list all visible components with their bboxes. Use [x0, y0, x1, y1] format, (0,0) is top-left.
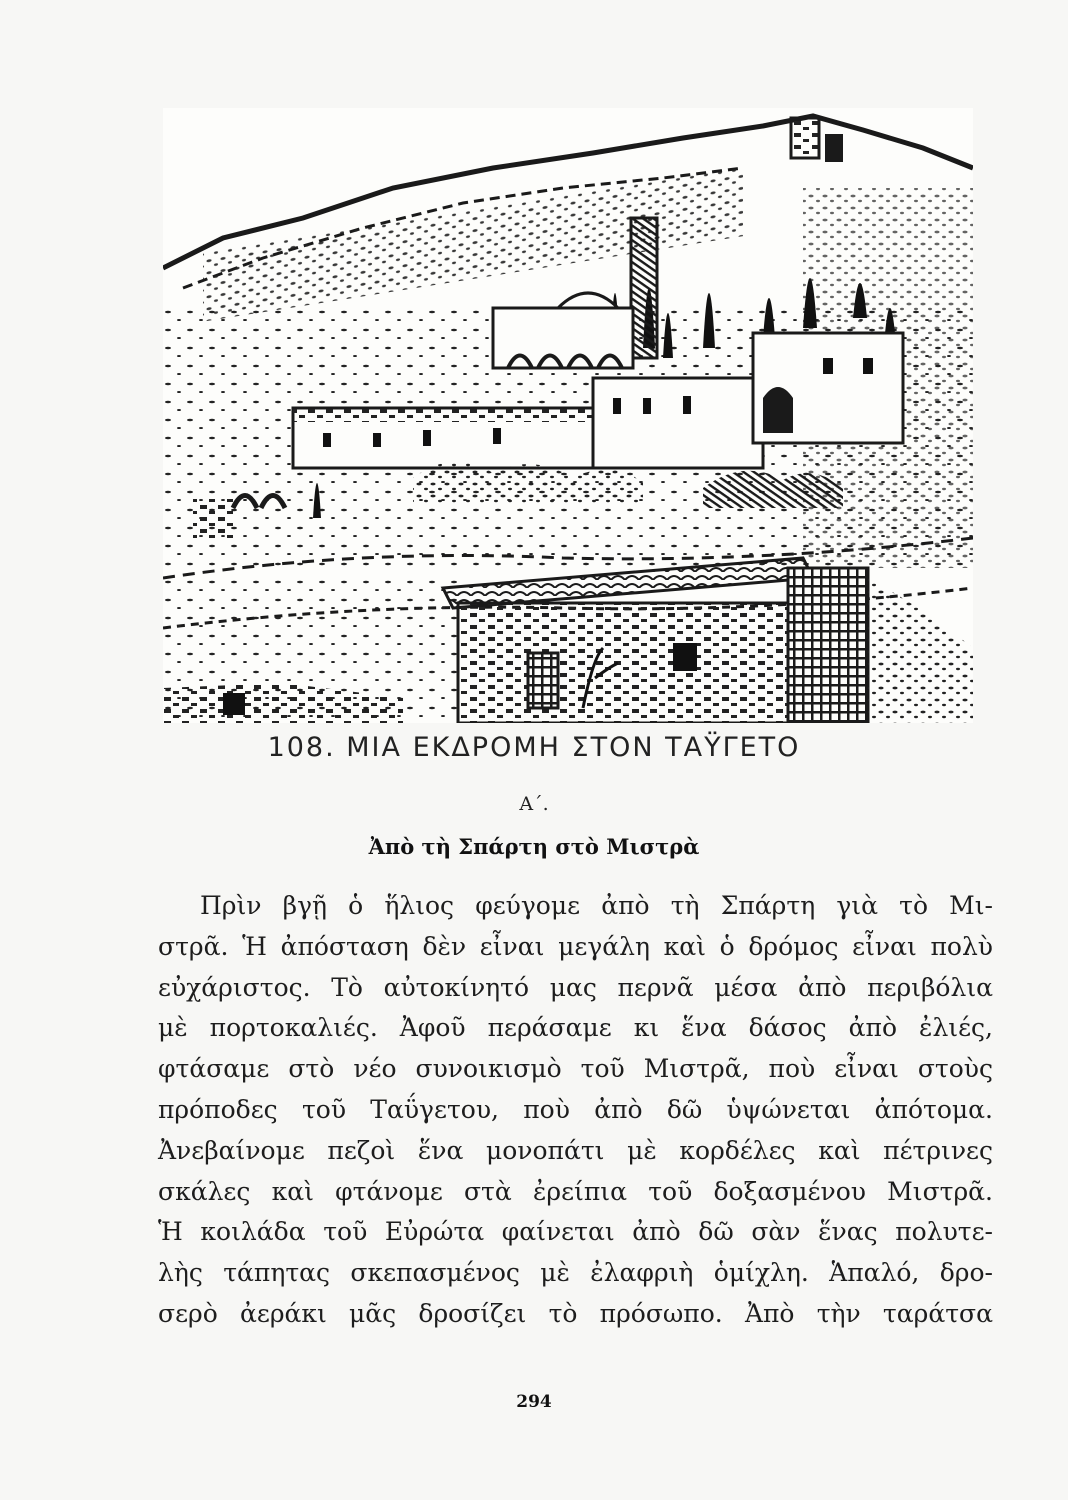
mystras-drawing — [163, 108, 973, 723]
part-label: Α΄. — [519, 793, 549, 815]
text-line: σκάλες καὶ φτάνομε στὰ ἐρείπια τοῦ δοξασμένου Μιστρᾶ. — [158, 1176, 993, 1206]
page-number: 294 — [516, 1392, 552, 1412]
text-line: φτάσαμε στὸ νέο συνοικισμὸ τοῦ Μιστρᾶ, ποὺ εἶναι στοὺς — [158, 1054, 993, 1084]
text-line: Πρὶν βγῇ ὁ ἥλιος φεύγομε ἀπὸ τὴ Σπάρτη γιὰ τὸ Μι- — [200, 891, 993, 920]
chapter-heading: 108. ΜΙΑ ΕΚΔΡΟΜΗ ΣΤΟΝ ΤΑΫΓΕΤΟ — [267, 732, 801, 763]
text-line: λὴς τάπητας σκεπασμένος μὲ ἐλαφριὴ ὁμίχλη. Ἁπαλό, δρο- — [158, 1258, 993, 1288]
body-text — [158, 886, 993, 1335]
text-line: Ἀνεβαίνομε πεζοὶ ἕνα μονοπάτι μὲ κορδέλες καὶ πέτρινες — [158, 1135, 993, 1165]
text-line: σερὸ ἀεράκι μᾶς δροσίζει τὸ πρόσωπο. Ἀπὸ τὴν ταράτσα — [158, 1298, 993, 1328]
text-line: στρᾶ. Ἡ ἀπόσταση δὲν εἶναι μεγάλη καὶ ὁ δρόμος εἶναι πολὺ — [158, 931, 993, 961]
text-line: Ἡ κοιλάδα τοῦ Εὐρώτα φαίνεται ἀπὸ δῶ σὰν ἕνας πολυτε- — [158, 1217, 993, 1247]
text-line: πρόποδες τοῦ Ταΰγετου, ποὺ ἀπὸ δῶ ὑψώνεται ἀπότομα. — [158, 1094, 993, 1124]
text-line: μὲ πορτοκαλιές. Ἀφοῦ περάσαμε κι ἕνα δάσος ἀπὸ ἐλιές, — [158, 1013, 993, 1043]
mystras-illustration — [163, 108, 973, 723]
section-subtitle: Ἀπὸ τὴ Σπάρτη στὸ Μιστρὰ — [368, 834, 700, 859]
text-line: εὐχάριστος. Τὸ αὐτοκίνητό μας περνᾶ μέσα ἀπὸ περιβόλια — [158, 972, 993, 1002]
